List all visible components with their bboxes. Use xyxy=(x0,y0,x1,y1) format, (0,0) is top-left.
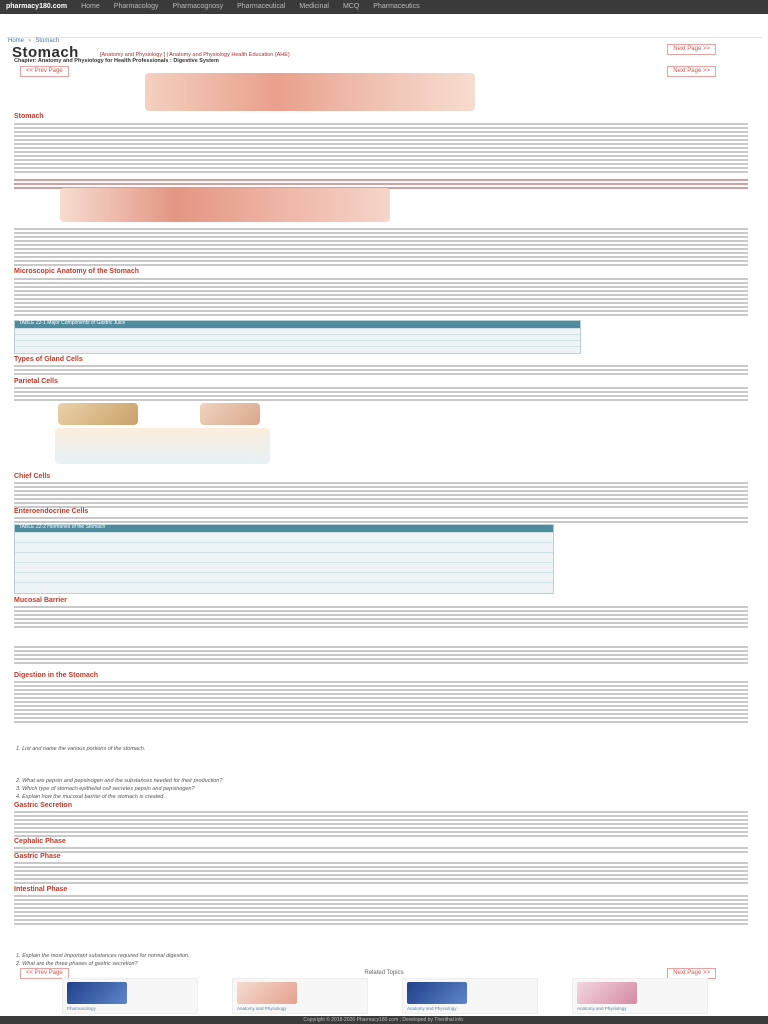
related-thumbnail xyxy=(67,982,127,1004)
text-paragraph xyxy=(14,226,748,266)
table-row xyxy=(15,572,553,582)
related-thumbnail xyxy=(577,982,637,1004)
text-paragraph xyxy=(14,893,748,927)
table-row xyxy=(15,328,580,334)
related-topic-card[interactable] xyxy=(62,978,198,1014)
gastric-juice-table xyxy=(14,320,581,354)
gastric-secretion-flowchart xyxy=(55,428,270,464)
table-row xyxy=(15,340,580,346)
section-heading-intestinal: Intestinal Phase xyxy=(14,886,68,893)
table-row xyxy=(15,334,580,340)
next-page-button-top[interactable]: Next Page >> xyxy=(667,44,716,55)
text-paragraph xyxy=(14,121,748,173)
table-title: TABLE 22-2 Hormones of the Stomach xyxy=(15,525,553,532)
person-photo xyxy=(200,403,260,425)
related-topic-label[interactable]: Pharmacology xyxy=(67,1005,96,1011)
breadcrumb-current: Stomach xyxy=(35,38,60,44)
related-topics-title: Related Topics xyxy=(364,970,404,976)
text-paragraph xyxy=(14,363,748,377)
section-heading-cephalic: Cephalic Phase xyxy=(14,838,66,845)
table-row xyxy=(15,562,553,572)
footer: Copyright © 2018-2026 Pharmacy180.com ; Developed by Therithal info. xyxy=(0,1016,768,1024)
nav-item-pharmaceutics[interactable]: Pharmaceutics xyxy=(373,2,420,10)
nav-item-pharmacology[interactable]: Pharmacology xyxy=(113,2,159,10)
nav-item-medicinal[interactable]: Medicinal xyxy=(299,2,329,10)
section-heading-gland-cells: Types of Gland Cells xyxy=(14,356,83,363)
section-heading-parietal: Parietal Cells xyxy=(14,378,58,385)
stomach-hormones-table xyxy=(14,524,554,594)
page-title: Stomach xyxy=(12,44,79,61)
prev-page-button-bottom[interactable]: << Prev Page xyxy=(20,968,69,979)
section-heading-gastric-secretion: Gastric Secretion xyxy=(14,802,72,809)
related-topic-card[interactable] xyxy=(232,978,368,1014)
digestive-tract-figure xyxy=(145,73,475,111)
text-paragraph xyxy=(14,644,748,666)
section-heading-mucosal: Mucosal Barrier xyxy=(14,597,67,604)
top-navbar xyxy=(0,0,768,14)
related-thumbnail xyxy=(237,982,297,1004)
section-heading-gastric-phase: Gastric Phase xyxy=(14,853,61,860)
site-logo[interactable]: pharmacy180.com xyxy=(6,2,68,10)
nav-item-mcq[interactable]: MCQ xyxy=(342,2,360,10)
prev-page-button-top[interactable]: << Prev Page xyxy=(20,66,69,77)
stomach-anatomy-figure xyxy=(60,188,390,222)
text-paragraph xyxy=(14,480,748,510)
nav-item-pharmaceutical[interactable]: Pharmaceutical xyxy=(237,2,286,10)
review-question: 2. What are the three phases of gastric secretion? xyxy=(16,961,138,967)
chapter-line xyxy=(14,58,219,64)
table-row xyxy=(15,346,580,352)
chapter-label: Chapter: Anatomy and Physiology for Health Professionals : Digestive System xyxy=(14,58,219,64)
review-question: 2. What are pepsin and pepsinogen and the substances needed for their production? xyxy=(16,778,223,784)
nav-item-home[interactable]: Home xyxy=(81,2,100,10)
text-paragraph xyxy=(14,679,748,723)
text-paragraph xyxy=(14,860,748,884)
table-title: TABLE 22-1 Major Components of Gastric Juice xyxy=(15,321,580,328)
text-paragraph xyxy=(14,385,748,403)
breadcrumb-home[interactable]: Home xyxy=(8,38,25,44)
review-question: 3. Which type of stomach epithelial cell secretes pepsin and pepsinogen? xyxy=(16,786,195,792)
section-heading-chief: Chief Cells xyxy=(14,473,51,480)
review-question: 4. Explain how the mucosal barrier of the stomach is created. xyxy=(16,794,165,800)
section-heading-digestion: Digestion in the Stomach xyxy=(14,672,99,679)
breadcrumb-separator: » xyxy=(28,38,32,44)
related-thumbnail xyxy=(407,982,467,1004)
text-paragraph xyxy=(14,515,748,523)
related-topic-card[interactable] xyxy=(572,978,708,1014)
review-question: 1. Explain the most important substances required for normal digestion. xyxy=(16,953,190,959)
nav-item-pharmacognosy[interactable]: Pharmacognosy xyxy=(172,2,224,10)
text-paragraph xyxy=(14,809,748,837)
related-topic-label[interactable]: Anatomy and Physiology xyxy=(577,1005,627,1011)
table-row xyxy=(15,532,553,542)
divider xyxy=(6,37,762,38)
section-heading-microscopic: Microscopic Anatomy of the Stomach xyxy=(14,268,139,275)
subtitle: [Anatomy and Physiology ] | Anatomy and Physiology Health Education (AHE) xyxy=(100,52,290,58)
section-heading-stomach: Stomach xyxy=(14,113,44,120)
table-row xyxy=(15,542,553,552)
review-question: 1. List and name the various portions of the stomach. xyxy=(16,746,146,752)
text-paragraph xyxy=(14,845,748,853)
next-page-button-bottom[interactable]: Next Page >> xyxy=(667,968,716,979)
section-heading-enteroendocrine: Enteroendocrine Cells xyxy=(14,508,89,515)
text-paragraph xyxy=(14,276,748,318)
text-paragraph xyxy=(14,604,748,628)
table-row xyxy=(15,582,553,592)
table-row xyxy=(15,552,553,562)
next-page-button-top-2[interactable]: Next Page >> xyxy=(667,66,716,77)
related-topic-label[interactable]: Anatomy and Physiology xyxy=(237,1005,287,1011)
related-topic-label[interactable]: Anatomy and Physiology xyxy=(407,1005,457,1011)
related-topic-card[interactable] xyxy=(402,978,538,1014)
food-photo xyxy=(58,403,138,425)
